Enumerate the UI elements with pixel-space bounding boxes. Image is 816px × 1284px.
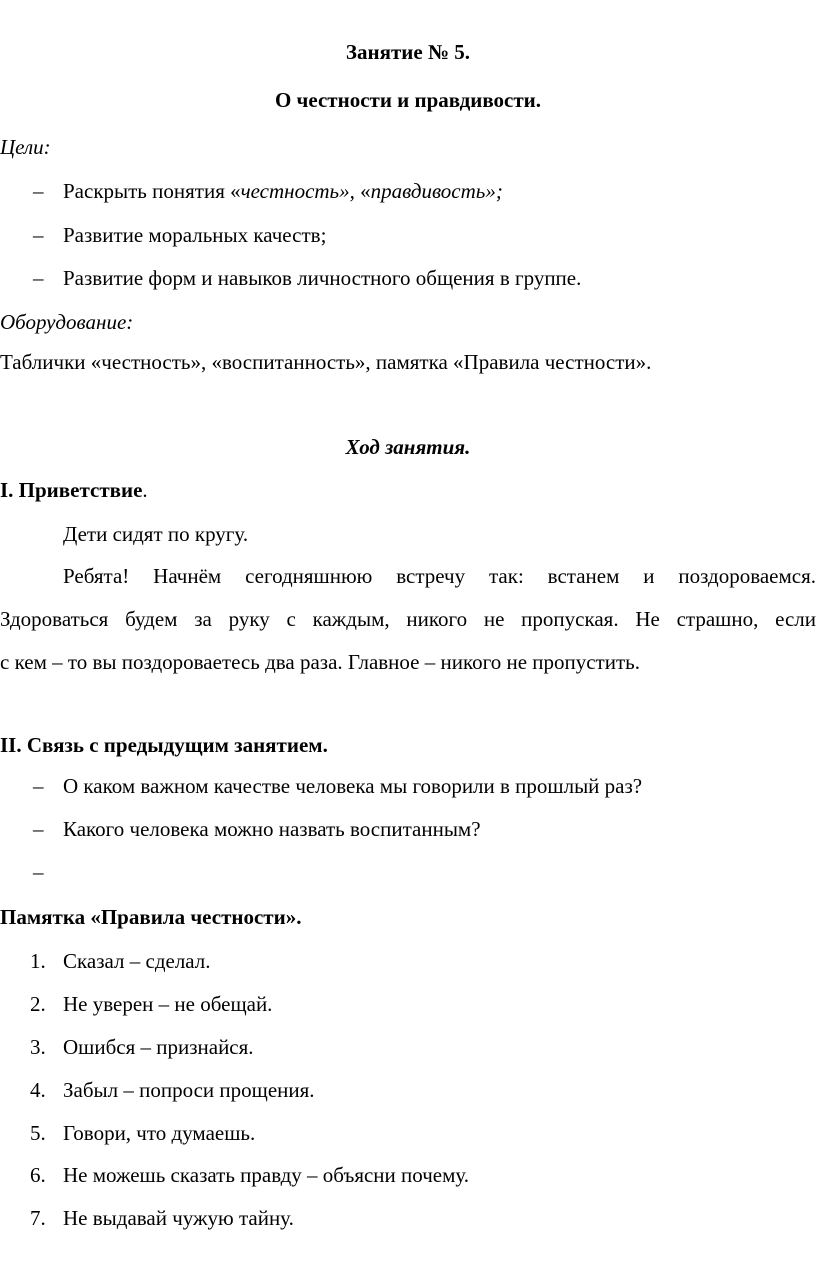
section1-paragraph-2-line-2: Здороваться будем за руку с каждым, никого не пропуская. Не страшно, если xyxy=(0,607,816,631)
memo-item-number: 4. xyxy=(30,1078,46,1102)
page-title: Занятие № 5. xyxy=(345,40,471,64)
section1-paragraph-2-line-1: Ребята! Начнём сегодняшнюю встречу так: встанем и поздороваемся. xyxy=(63,564,816,588)
section2-item-text: Какого человека можно назвать воспитанным? xyxy=(63,817,481,841)
section1-heading: I. Приветствие. xyxy=(0,478,148,502)
memo-item-text: Сказал – сделал. xyxy=(63,949,211,973)
memo-item-text: Не выдавай чужую тайну. xyxy=(63,1206,294,1230)
equipment-label: Оборудование: xyxy=(0,310,134,334)
section1-paragraph-2-line-3: с кем – то вы поздороваетесь два раза. Главное – никого не пропустить. xyxy=(0,650,640,674)
memo-title: Памятка «Правила честности». xyxy=(0,905,302,929)
list-dash: – xyxy=(33,774,44,798)
section2-heading: II. Связь с предыдущим занятием. xyxy=(0,733,328,757)
memo-item-text: Говори, что думаешь. xyxy=(63,1121,256,1145)
memo-item-number: 5. xyxy=(30,1121,46,1145)
page-subtitle: О честности и правдивости. xyxy=(274,88,542,112)
list-dash: – xyxy=(33,860,44,884)
goals-label: Цели: xyxy=(0,135,51,159)
course-title: Ход занятия. xyxy=(345,435,471,459)
memo-item-text: Ошибся – признайся. xyxy=(63,1035,254,1059)
memo-item-text: Не уверен – не обещай. xyxy=(63,992,273,1016)
goal-item-text: Развитие форм и навыков личностного общения в группе. xyxy=(63,266,582,290)
memo-item-text: Не можешь сказать правду – объясни почему. xyxy=(63,1163,470,1187)
memo-item-text: Забыл – попроси прощения. xyxy=(63,1078,315,1102)
list-dash: – xyxy=(33,179,44,203)
memo-item-number: 3. xyxy=(30,1035,46,1059)
list-dash: – xyxy=(33,223,44,247)
memo-item-number: 2. xyxy=(30,992,46,1016)
memo-item-number: 6. xyxy=(30,1163,46,1187)
equipment-text: Таблички «честность», «воспитанность», памятка «Правила честности». xyxy=(0,350,652,374)
memo-item-number: 7. xyxy=(30,1206,46,1230)
list-dash: – xyxy=(33,266,44,290)
goal-item-text: Развитие моральных качеств; xyxy=(63,223,327,247)
memo-item-number: 1. xyxy=(30,949,46,973)
goal-item-text: Раскрыть понятия «честность», «правдивость»; xyxy=(63,179,503,203)
section1-paragraph-1: Дети сидят по кругу. xyxy=(63,522,249,546)
section2-item-text: О каком важном качестве человека мы говорили в прошлый раз? xyxy=(63,774,643,798)
list-dash: – xyxy=(33,817,44,841)
